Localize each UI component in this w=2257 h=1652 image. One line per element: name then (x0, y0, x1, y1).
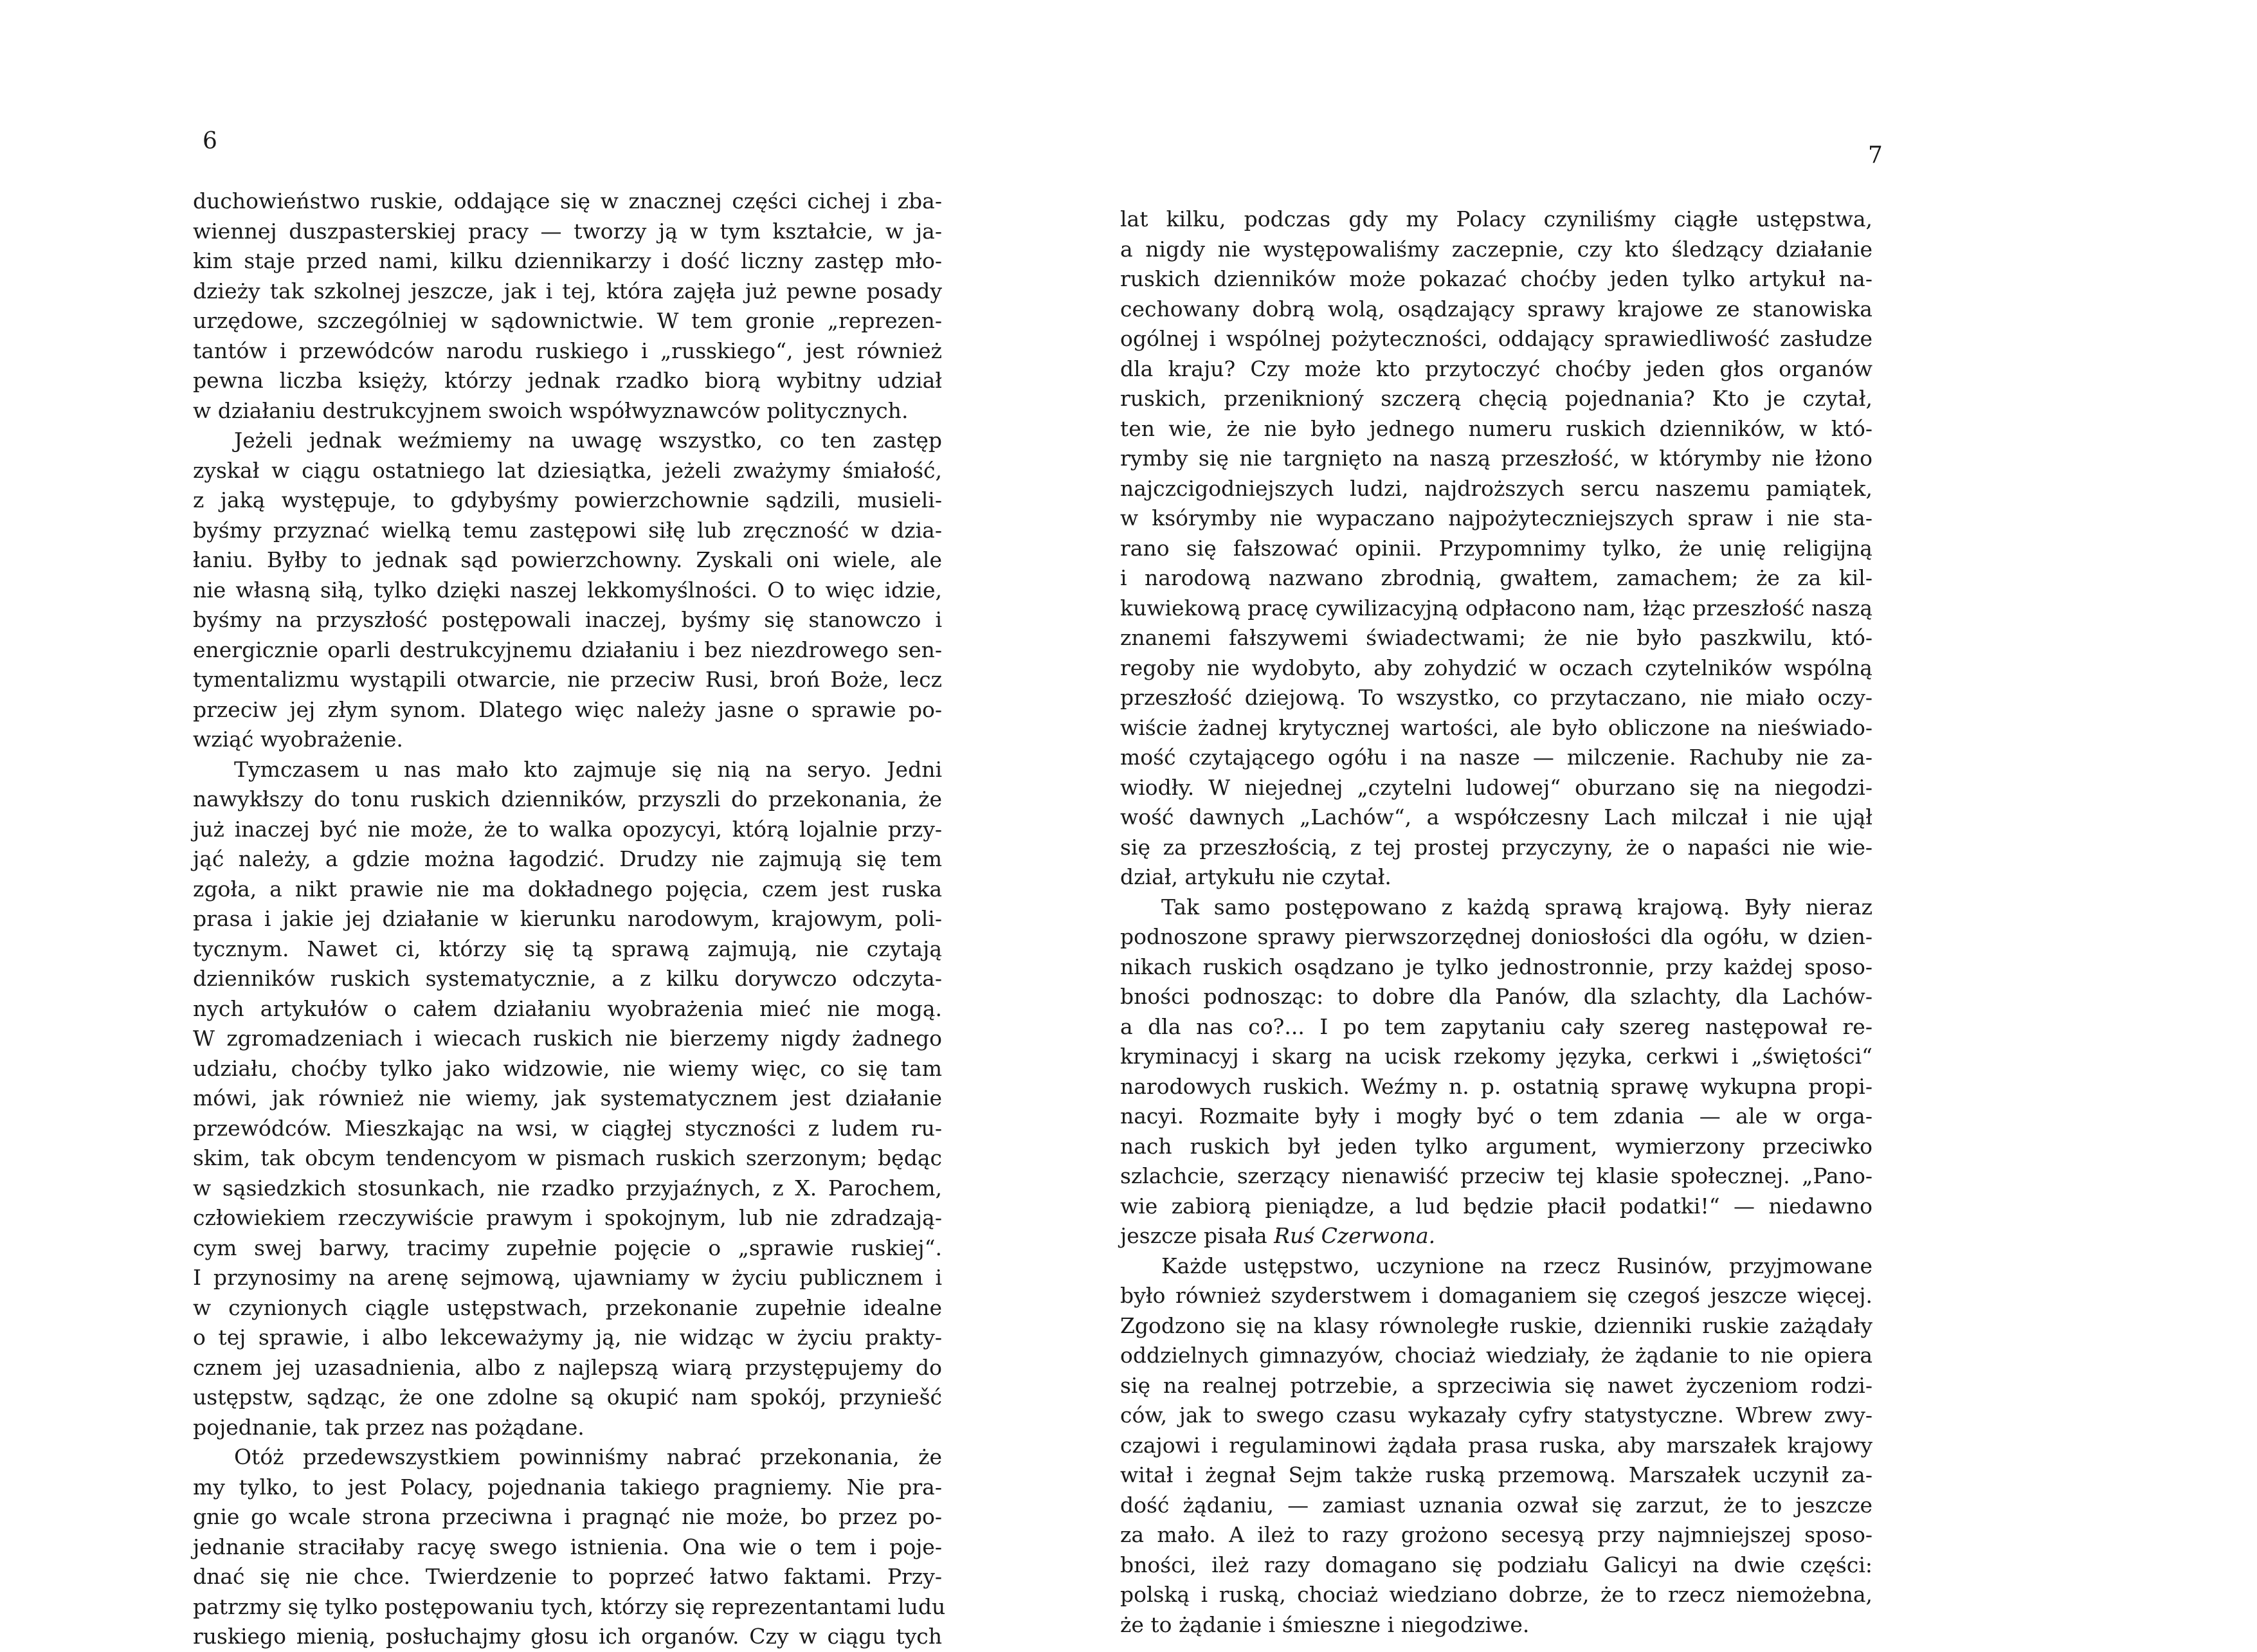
text-line: witał i żegnał Sejm także ruską przemową. Marszałek uczynił za- (1120, 1462, 1872, 1487)
text-line: byśmy przyznać wielką temu zastępowi siłę lub zręczność w dzia- (193, 517, 942, 543)
text-line: w działaniu destrukcyjnem swoich współwyznawców politycznych. (193, 397, 909, 423)
text-line: my tylko, to jest Polacy, pojednania takiego pragniemy. Nie pra- (193, 1474, 942, 1500)
text-line: łaniu. Byłby to jednak sąd powierzchowny. Zyskali oni wiele, ale (193, 547, 942, 572)
text-line: skim, tak obcym tendencyom w pismach ruskich szerzonym; będąc (193, 1145, 942, 1170)
text-line: zyskał w ciągu ostatniego lat dziesiątka, jeżeli zważymy śmiałość, (193, 457, 942, 483)
text-line: znanemi fałszywemi świadectwami; że nie było paszkwilu, któ- (1120, 625, 1872, 650)
text-line: za mało. A ileż to razy grożono secesyą przy najmniejszej sposo- (1120, 1522, 1872, 1547)
text-line: że to żądanie i śmieszne i niegodziwe. (1120, 1611, 1530, 1637)
text-line: rymby się nie targnięto na naszą przeszłość, w którymby nie łżono (1120, 446, 1872, 471)
text-line: polską i ruską, chociaż wiedziano dobrze, że to rzecz niemożebna, (1120, 1582, 1872, 1607)
text-line: narodowych ruskich. Weźmy n. p. ostatnią sprawę wykupna propi- (1120, 1073, 1872, 1099)
text-line: lat kilku, podczas gdy my Polacy czyniliśmy ciągłe ustępstwa, (1120, 206, 1872, 231)
text-line: o tej sprawie, i albo lekceważymy ją, nie widząc w życiu prakty- (193, 1325, 942, 1350)
text-line: nacyi. Rozmaite były i mogły być o tem zdania — ale w orga- (1120, 1103, 1872, 1129)
text-line: najczcigodniejszych ludzi, najdroższych sercu naszemu pamiątek, (1120, 475, 1872, 501)
text-line: pewna liczba księży, którzy jednak rzadko biorą wybitny udział (193, 368, 942, 393)
text-line: nie własną siłą, tylko dzięki naszej lekkomyślności. O to więc idzie, (193, 577, 942, 603)
text-line: kim staje przed nami, kilku dziennikarzy i dość liczny zastęp mło- (193, 248, 942, 273)
text-line: szlachcie, szerzący nienawiść przeciw tej klasie społecznej. „Pano- (1120, 1163, 1872, 1188)
text-line: cznem jej uzasadnienia, albo z najlepszą wiarą przystępujemy do (193, 1354, 942, 1380)
text-line: tycznym. Nawet ci, którzy się tą sprawą zajmują, nie czytają (193, 936, 942, 961)
text-line: czajowi i regulaminowi żądała prasa ruska, aby marszałek krajowy (1120, 1432, 1872, 1458)
text-line: ogólnej i wspólnej pożyteczności, oddający sprawiedliwość zasłudze (1120, 326, 1872, 351)
text-line: nych artykułów o całem działaniu wyobrażenia mieć nie mogą. (193, 995, 942, 1021)
text-line: mość czytającego ogółu i na nasze — milczenie. Rachuby nie za- (1120, 745, 1872, 770)
text-line: człowiekiem rzeczywiście prawym i spokojnym, lub nie zdradzają- (193, 1205, 942, 1230)
text-line: było również szyderstwem i domaganiem się czegoś jeszcze więcej. (1120, 1283, 1872, 1308)
text-line: Zgodzono się na klasy równoległe ruskie, dzienniki ruskie zażądały (1120, 1312, 1872, 1338)
text-line: urzędowe, szczególniej w sądownictwie. W tem gronie „reprezen- (193, 308, 942, 333)
text-line: I przynosimy na arenę sejmową, ujawniamy w życiu publicznem i (193, 1265, 942, 1290)
text-line: w czynionych ciągle ustępstwach, przekonanie zupełnie idealne (193, 1294, 942, 1320)
text-line: dnać się nie chce. Twierdzenie to poprzeć łatwo faktami. Przy- (193, 1564, 942, 1589)
text-line: prasa i jakie jej działanie w kierunku narodowym, krajowym, poli- (193, 906, 942, 931)
left-text-column (193, 186, 946, 1652)
text-line: przewódców. Mieszkając na wsi, w ciągłej styczności z ludem ru- (193, 1115, 942, 1141)
text-line: udziału, choćby tylko jako widzowie, nie wiemy więc, co się tam (193, 1055, 942, 1081)
text-line: patrzmy się tylko postępowaniu tych, którzy się reprezentantami ludu (193, 1593, 946, 1619)
text-line: wiście żadnej krytycznej wartości, ale było obliczone na nieświado- (1120, 714, 1872, 740)
text-line: wie zabiorą pieniądze, a lud będzie płacił podatki!“ — niedawno (1120, 1193, 1872, 1219)
text-line: dość żądaniu, — zamiast uznania ozwał się zarzut, że to jeszcze (1120, 1492, 1872, 1518)
page-number: 7 (1868, 142, 1883, 168)
text-line: ustępstw, sądząc, że one zdolne są okupić nam spokój, przyniešć (193, 1384, 942, 1410)
text-line: pojednanie, tak przez nas pożądane. (193, 1414, 585, 1440)
text-line: przeszłość dziejową. To wszystko, co przytaczano, nie miało oczy- (1120, 685, 1872, 710)
text-line: w sąsiedzkich stosunkach, nie rzadko przyjaźnych, z X. Parochem, (193, 1175, 942, 1201)
text-line: a dla nas co?... I po tem zapytaniu cały szereg następował re- (1120, 1013, 1872, 1039)
left-page (0, 0, 1128, 1649)
text-line: kryminacyj i skarg na ucisk rzekomy języka, cerkwi i „świętości“ (1120, 1044, 1872, 1069)
text-line: ten wie, że nie było jednego numeru ruskich dzienników, w któ- (1120, 415, 1872, 441)
text-line: oddzielnych gimnazyów, chociaż wiedziały, że żądanie to nie opiera (1120, 1343, 1872, 1368)
text-line: dla kraju? Czy może kto przytoczyć choćby jeden głos organów (1120, 356, 1872, 381)
text-line: regoby nie wydobyto, aby zohydzić w oczach czytelników wspólną (1120, 655, 1872, 680)
text-line: jednanie straciłaby racyę swego istnienia. Ona wie o tem i poje- (193, 1534, 942, 1559)
text-line: wziąć wyobrażenie. (193, 727, 403, 752)
text-line: tymentalizmu wystąpili otwarcie, nie przeciw Rusi, broń Boże, lecz (193, 667, 942, 692)
text-line: W zgromadzeniach i wiecach ruskich nie bierzemy nigdy żadnego (193, 1026, 942, 1051)
text-line: dzieży tak szkolnej jeszcze, jak i tej, która zajęła już pewne posady (193, 278, 942, 304)
text-line: wość dawnych „Lachów“, a współczesny Lach milczał i nie ujął (1120, 804, 1872, 830)
text-line: ruskiego mienią, posłuchajmy głosu ich organów. Czy w ciągu tych (193, 1624, 942, 1649)
text-line: Otóż przedewszystkiem powinniśmy nabrać przekonania, że (234, 1444, 942, 1469)
text-line: tantów i przewódców narodu ruskiego i „russkiego“, jest również (193, 338, 942, 363)
text-line: duchowieństwo ruskie, oddające się w znacznej części cichej i zba- (193, 188, 942, 213)
text-line: z jaką występuje, to gdybyśmy powierzchownie sądzili, musieli- (193, 487, 942, 513)
text-line: ruskich, przeniknioný szczerą chęcią pojednania? Kto je czytał, (1120, 386, 1872, 411)
text-line: przeciw jej złym synom. Dlatego więc należy jasne o sprawie po- (193, 696, 942, 722)
text-line: gnie go wcale strona przeciwna i pragnąć nie może, bo przez po- (193, 1504, 942, 1529)
right-text-column (1120, 204, 1872, 1640)
text-line: w ksórymby nie wypaczano najpożyteczniejszych spraw i nie sta- (1120, 505, 1872, 531)
text-line: i narodową nazwano zbrodnią, gwałtem, zamachem; że za kil- (1120, 565, 1872, 590)
text-line: rano się fałszować opinii. Przypomnimy tylko, że unię religijną (1120, 535, 1872, 561)
text-line: już inaczej być nie może, że to walka opozycyi, którą lojalnie przy- (193, 816, 942, 842)
text-line: wiodły. W niejednej „czytelni ludowej“ oburzano się na niegodzi- (1120, 774, 1872, 800)
text-line: dzienników ruskich systematycznie, a z kilku dorywczo odczyta- (193, 966, 942, 991)
right-page (1120, 0, 2257, 1637)
page-number: 6 (203, 128, 217, 154)
text-line: Tak samo postępowano z każdą sprawą krajową. Były nieraz (1161, 894, 1872, 920)
text-line: się za przeszłością, z tej prostej przyczyny, że o napaści nie wie- (1120, 834, 1872, 860)
text-line: jeszcze pisała Ruś Czerwona. (1120, 1223, 1436, 1248)
text-line: cym swej barwy, tracimy zupełnie pojęcie o „sprawie ruskiej“. (193, 1235, 942, 1260)
text-line: się na realnej potrzebie, a sprzeciwia się nawet życzeniom rodzi- (1120, 1372, 1872, 1398)
text-line: mówi, jak również nie wiemy, jak systematycznem jest działanie (193, 1085, 942, 1111)
text-line: Tymczasem u nas mało kto zajmuje się nią na seryo. Jedni (234, 756, 942, 782)
text-line: Jeżeli jednak weźmiemy na uwagę wszystko, co ten zastęp (234, 428, 942, 453)
text-line: zgoła, a nikt prawie nie ma dokładnego pojęcia, czem jest ruska (193, 876, 942, 902)
text-line: energicznie oparli destrukcyjnemu działaniu i bez niezdrowego sen- (193, 637, 942, 662)
text-line: bności, ileż razy domagano się podziału Galicyi na dwie części: (1120, 1552, 1872, 1577)
text-line: kuwiekową pracę cywilizacyjną odpłacono nam, łżąc przeszłość naszą (1120, 595, 1872, 621)
text-line: cechowany dobrą wolą, osądzający sprawy krajowe ze stanowiska (1120, 296, 1872, 322)
text-line: podnoszone sprawy pierwszorzędnej doniosłości dla ogółu, w dzien- (1120, 924, 1872, 949)
text-line: wiennej duszpasterskiej pracy — tworzy ją w tym kształcie, w ja- (193, 218, 942, 244)
text-line: nach ruskich był jeden tylko argument, wymierzony przeciwko (1120, 1133, 1872, 1159)
text-line: a nigdy nie występowaliśmy zaczepnie, czy kto śledzący działanie (1120, 236, 1872, 262)
text-line: ruskich dzienników może pokazać choćby jeden tylko artykuł na- (1120, 266, 1872, 291)
text-line: bności podnosząc: to dobre dla Panów, dla szlachty, dla Lachów- (1120, 984, 1872, 1009)
text-line: jąć należy, a gdzie można łagodzić. Drudzy nie zajmują się tem (193, 846, 942, 871)
text-line: nawykłszy do tonu ruskich dzienników, przyszli do przekonania, że (193, 786, 942, 812)
italic-title: Ruś Czerwona. (1274, 1223, 1436, 1248)
text-line: ców, jak to swego czasu wykazały cyfry statystyczne. Wbrew zwy- (1120, 1402, 1872, 1428)
text-line: nikach ruskich osądzano je tylko jednostronnie, przy każdej sposo- (1120, 954, 1872, 979)
text-line: Każde ustępstwo, uczynione na rzecz Rusinów, przyjmowane (1161, 1253, 1872, 1278)
text-line: byśmy na przyszłość postępowali inaczej, byśmy się stanowczo i (193, 607, 942, 632)
text-line: dział, artykułu nie czytał. (1120, 864, 1391, 889)
